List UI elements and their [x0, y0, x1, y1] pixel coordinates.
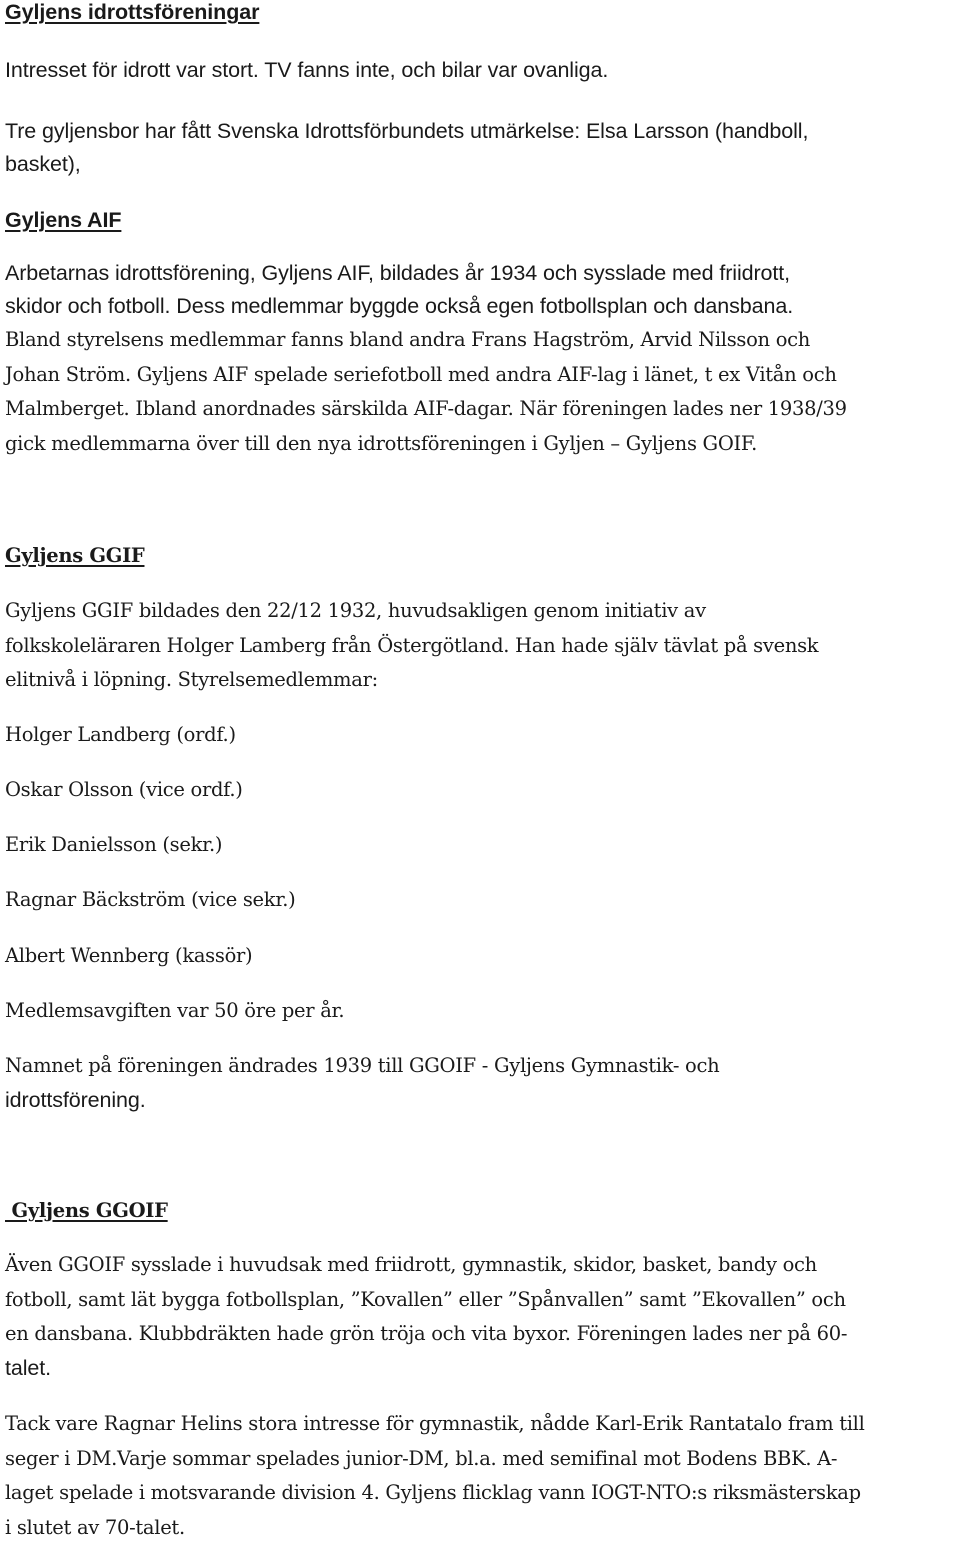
text-line: Tack vare Ragnar Helins stora intresse för gymnastik, nådde Karl-Erik Rantatalo fram till — [5, 1407, 957, 1442]
ggoif-paragraph-1 — [5, 1248, 957, 1385]
award-paragraph — [5, 115, 957, 181]
intro-text: Intresset för idrott var stort. TV fanns inte, och bilar var ovanliga. — [5, 54, 957, 87]
ggif-paragraph — [5, 594, 957, 698]
text-line: Malmberget. Ibland anordnades särskilda AIF-dagar. När föreningen lades ner 1938/39 — [5, 392, 957, 427]
ggoif-paragraph-2 — [5, 1407, 957, 1545]
text-line: skidor och fotboll. Dess medlemmar byggde också egen fotbollsplan och dansbana. — [5, 290, 957, 323]
rename-paragraph — [5, 1049, 957, 1117]
text-line: folkskoleläraren Holger Lamberg från Östergötland. Han hade själv tävlat på svensk — [5, 629, 957, 664]
board-member: Albert Wennberg (kassör) — [5, 939, 957, 974]
fee-text: Medlemsavgiften var 50 öre per år. — [5, 994, 957, 1029]
text-line: laget spelade i motsvarande division 4. Gyljens flicklag vann IOGT-NTO:s riksmästerskap — [5, 1476, 957, 1511]
text-line: i slutet av 70-talet. — [5, 1511, 957, 1545]
board-member: Oskar Olsson (vice ordf.) — [5, 773, 957, 808]
text-line: Johan Ström. Gyljens AIF spelade seriefotboll med andra AIF-lag i länet, t ex Vitån och — [5, 358, 957, 393]
text-line: gick medlemmarna över till den nya idrottsföreningen i Gyljen – Gyljens GOIF. — [5, 427, 957, 462]
text-line: Gyljens GGIF bildades den 22/12 1932, huvudsakligen genom initiativ av — [5, 594, 957, 629]
heading-gyljens-ggoif: Gyljens GGOIF — [5, 1194, 957, 1229]
text-line: fotboll, samt lät bygga fotbollsplan, ”Kovallen” eller ”Spånvallen” samt ”Ekovallen” och — [5, 1283, 957, 1318]
text-line: Bland styrelsens medlemmar fanns bland andra Frans Hagström, Arvid Nilsson och — [5, 323, 957, 358]
board-member: Holger Landberg (ordf.) — [5, 718, 957, 753]
page-title: Gyljens idrottsföreningar — [5, 0, 957, 29]
text-line: elitnivå i löpning. Styrelsemedlemmar: — [5, 663, 957, 698]
board-member: Ragnar Bäckström (vice sekr.) — [5, 883, 957, 918]
heading-gyljens-aif: Gyljens AIF — [5, 204, 957, 237]
text-line: Även GGOIF sysslade i huvudsak med friidrott, gymnastik, skidor, basket, bandy och — [5, 1248, 957, 1283]
text-line: Namnet på föreningen ändrades 1939 till GGOIF - Gyljens Gymnastik- och — [5, 1049, 957, 1084]
text-line: en dansbana. Klubbdräkten hade grön tröja och vita byxor. Föreningen lades ner på 60- — [5, 1317, 957, 1352]
text-line: Arbetarnas idrottsförening, Gyljens AIF, bildades år 1934 och sysslade med friidrott, — [5, 257, 957, 290]
heading-gyljens-ggif: Gyljens GGIF — [5, 539, 957, 574]
text-line: idrottsförening. — [5, 1084, 957, 1117]
board-member: Erik Danielsson (sekr.) — [5, 828, 957, 863]
text-line: seger i DM.Varje sommar spelades junior-DM, bl.a. med semifinal mot Bodens BBK. A- — [5, 1442, 957, 1477]
aif-paragraph — [5, 257, 957, 461]
text-line: basket), — [5, 148, 957, 181]
text-line: Tre gyljensbor har fått Svenska Idrottsförbundets utmärkelse: Elsa Larsson (handboll, — [5, 115, 957, 148]
text-line: talet. — [5, 1352, 957, 1385]
